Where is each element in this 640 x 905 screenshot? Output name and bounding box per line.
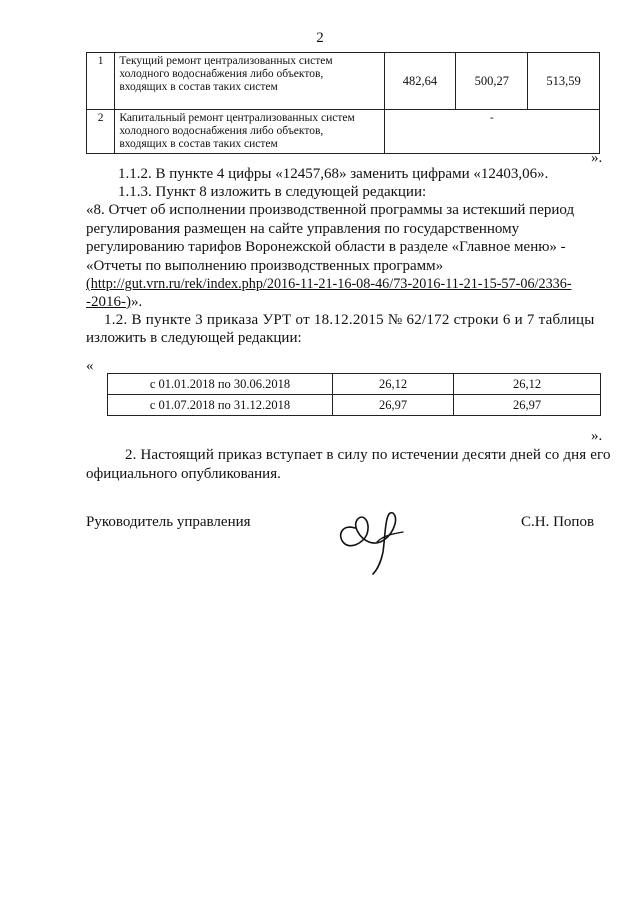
value-cell: 482,64 xyxy=(384,53,456,110)
table-row xyxy=(108,395,601,416)
quote-line: «Отчеты по выполнению производственных программ» xyxy=(86,258,444,274)
table-row xyxy=(87,53,600,110)
tariff-table xyxy=(107,373,601,416)
merged-value-cell: - xyxy=(384,110,599,154)
row-description xyxy=(115,53,384,110)
tariff-cell: 26,97 xyxy=(333,395,454,416)
page-number: 2 xyxy=(316,30,324,46)
value-cell: 500,27 xyxy=(456,53,528,110)
quote-line: регулированию тарифов Воронежской области в разделе «Главное меню» - xyxy=(86,239,566,255)
program-table xyxy=(86,52,600,154)
description-line: входящих в состав таких систем xyxy=(119,138,278,150)
value-cell: 513,59 xyxy=(528,53,600,110)
tariff-cell: 26,97 xyxy=(454,395,601,416)
row-number: 2 xyxy=(87,110,115,154)
description-line: входящих в состав таких систем xyxy=(119,81,278,93)
program-report-link-end[interactable]: -2016-) xyxy=(86,294,131,310)
program-report-link[interactable]: (http://gut.vrn.ru/rek/index.php/2016-11-21-16-08-46/73-2016-11-21-15-57-06/2336- xyxy=(86,276,572,292)
period-cell: с 01.01.2018 по 30.06.2018 xyxy=(108,374,333,395)
description-line: холодного водоснабжения либо объектов, xyxy=(119,68,324,80)
signer-position: Руководитель управления xyxy=(86,514,251,530)
paragraph-1-1-2: 1.1.2. В пункте 4 цифры «12457,68» заменить цифрами «12403,06». xyxy=(118,166,549,182)
paragraph-2-line: официального опубликования. xyxy=(86,466,281,482)
link-continuation xyxy=(86,294,142,311)
signer-name: С.Н. Попов xyxy=(521,514,595,530)
open-quote: « xyxy=(86,358,94,374)
description-line: Текущий ремонт централизованных систем xyxy=(119,55,333,67)
paragraph-1-1-3: 1.1.3. Пункт 8 изложить в следующей редакции: xyxy=(118,184,427,200)
paragraph-1-2-line: изложить в следующей редакции: xyxy=(86,330,302,346)
close-quote: ». xyxy=(591,150,603,166)
quote-line: регулирования размещен на сайте управления по государственному xyxy=(86,221,520,237)
paragraph-1-2-line: 1.2. В пункте 3 приказа УРТ от 18.12.2015 № 62/172 строки 6 и 7 таблицы xyxy=(104,312,595,328)
table-row xyxy=(108,374,601,395)
tariff-cell: 26,12 xyxy=(333,374,454,395)
description-line: холодного водоснабжения либо объектов, xyxy=(119,125,324,137)
period-cell: с 01.07.2018 по 31.12.2018 xyxy=(108,395,333,416)
description-line: Капитальный ремонт централизованных систем xyxy=(119,112,355,124)
row-description xyxy=(115,110,384,154)
quote-end: ». xyxy=(131,294,143,310)
table-row xyxy=(87,110,600,154)
handwritten-signature xyxy=(333,498,413,578)
row-number: 1 xyxy=(87,53,115,110)
tariff-cell: 26,12 xyxy=(454,374,601,395)
quote-line: «8. Отчет об исполнении производственной программы за истекший период xyxy=(86,202,575,218)
close-quote: ». xyxy=(591,428,603,444)
paragraph-2-line: 2. Настоящий приказ вступает в силу по истечении десяти дней со дня его xyxy=(125,447,611,463)
